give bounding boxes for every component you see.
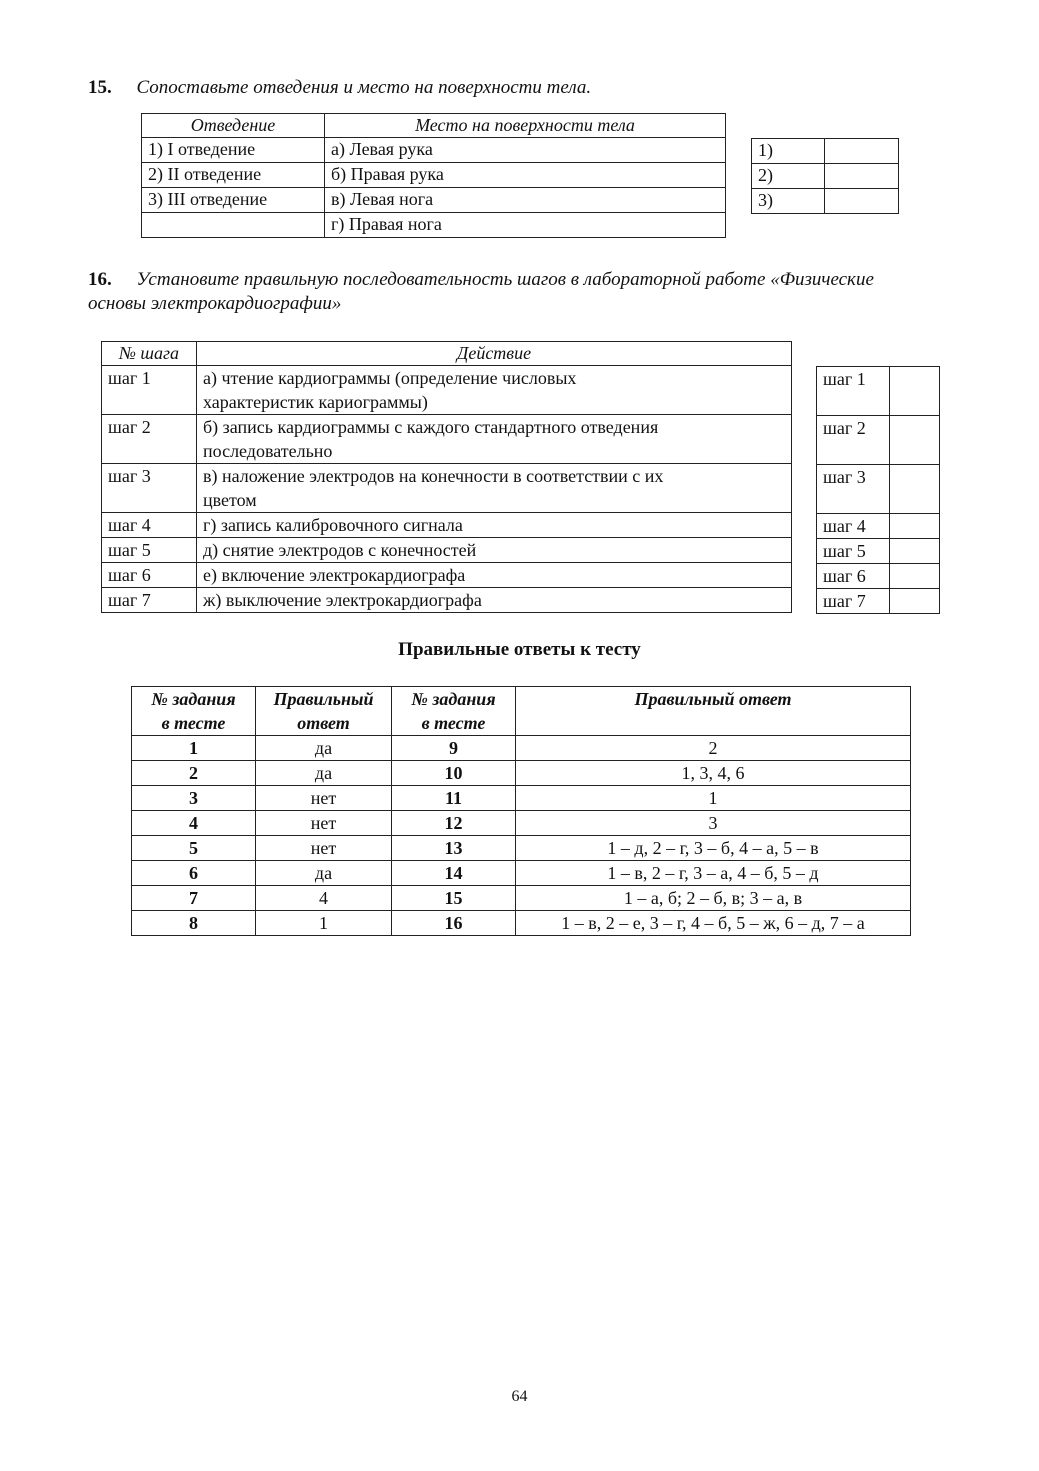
question-16-answer-table [816, 366, 940, 614]
answers-header-ans2: Правильный ответ [516, 687, 911, 736]
q16-step-6: шаг 6 [102, 563, 197, 588]
answer-value: 4 [256, 886, 392, 911]
q16-action-e: д) снятие электродов с конечностей [197, 538, 792, 563]
q16-action-c-line2: цветом [203, 490, 257, 510]
answers-header-num2-line2: в тесте [421, 713, 486, 733]
answer-value: да [256, 761, 392, 786]
question-16-text-line2: основы электрокардиографии» [88, 293, 342, 314]
q15-place-c: в) Левая нога [325, 188, 726, 213]
question-15-heading [88, 76, 591, 100]
question-15-answer-table [751, 138, 899, 214]
answer-num: 3 [132, 786, 256, 811]
answer-value: 2 [516, 736, 911, 761]
q15-answer-field-3[interactable] [825, 189, 899, 214]
answer-num: 15 [392, 886, 516, 911]
answers-header-num1-line1: № задания [151, 689, 236, 709]
answer-value: 1 – д, 2 – г, 3 – б, 4 – а, 5 – в [516, 836, 911, 861]
answer-num: 11 [392, 786, 516, 811]
q16-step-2: шаг 2 [102, 415, 197, 464]
table-row [132, 911, 911, 936]
q16-answer-label-1: шаг 1 [817, 367, 890, 416]
table-row [132, 786, 911, 811]
answer-value: 3 [516, 811, 911, 836]
answer-value: да [256, 736, 392, 761]
q16-step-4: шаг 4 [102, 513, 197, 538]
q16-action-c-line1: в) наложение электродов на конечности в соответствии с их [203, 466, 664, 486]
answer-num: 9 [392, 736, 516, 761]
q15-place-d: г) Правая нога [325, 213, 726, 238]
q16-action-f: е) включение электрокардиографа [197, 563, 792, 588]
q16-action-a-line1: а) чтение кардиограммы (определение числовых [203, 368, 577, 388]
table-row [132, 836, 911, 861]
question-15-number: 15. [88, 77, 112, 98]
q16-answer-field-7[interactable] [890, 589, 940, 614]
page-number: 64 [511, 1388, 528, 1405]
answers-header-ans1-line2: ответ [297, 713, 350, 733]
q16-step-5: шаг 5 [102, 538, 197, 563]
answer-num: 2 [132, 761, 256, 786]
table-row [132, 736, 911, 761]
q16-answer-label-7: шаг 7 [817, 589, 890, 614]
q16-action-d: г) запись калибровочного сигнала [197, 513, 792, 538]
q16-step-7: шаг 7 [102, 588, 197, 613]
answer-num: 10 [392, 761, 516, 786]
answer-value: нет [256, 786, 392, 811]
q16-answer-label-6: шаг 6 [817, 564, 890, 589]
q15-answer-label-2: 2) [752, 164, 825, 189]
answers-header-num2 [392, 687, 516, 736]
table-row [132, 861, 911, 886]
q16-action-g: ж) выключение электрокардиографа [197, 588, 792, 613]
answer-num: 13 [392, 836, 516, 861]
q15-answer-field-1[interactable] [825, 139, 899, 164]
answer-num: 14 [392, 861, 516, 886]
q16-answer-label-2: шаг 2 [817, 416, 890, 465]
q15-lead-2: 2) II отведение [142, 163, 325, 188]
answer-num: 16 [392, 911, 516, 936]
answer-num: 12 [392, 811, 516, 836]
answer-value: нет [256, 836, 392, 861]
q16-action-b-line2: последовательно [203, 441, 333, 461]
q16-step-3: шаг 3 [102, 464, 197, 513]
q15-answer-label-1: 1) [752, 139, 825, 164]
answer-value: 1 [256, 911, 392, 936]
question-16-heading [88, 268, 968, 316]
q16-answer-label-5: шаг 5 [817, 539, 890, 564]
answer-num: 7 [132, 886, 256, 911]
q15-answer-label-3: 3) [752, 189, 825, 214]
q16-answer-label-3: шаг 3 [817, 465, 890, 514]
answers-header-num1 [132, 687, 256, 736]
answers-header-ans1 [256, 687, 392, 736]
question-15-table [141, 113, 726, 238]
q16-header-action: Действие [197, 342, 792, 366]
answers-header-ans1-line1: Правильный [273, 689, 374, 709]
q15-lead-1: 1) I отведение [142, 138, 325, 163]
answer-value: 1 – в, 2 – е, 3 – г, 4 – б, 5 – ж, 6 – д, 7 – а [516, 911, 911, 936]
q15-header-place: Место на поверхности тела [325, 114, 726, 138]
q16-answer-field-4[interactable] [890, 514, 940, 539]
q16-answer-field-5[interactable] [890, 539, 940, 564]
q16-action-c [197, 464, 792, 513]
answer-value: 1 [516, 786, 911, 811]
q16-action-b-line1: б) запись кардиограммы с каждого стандартного отведения [203, 417, 659, 437]
answer-num: 5 [132, 836, 256, 861]
answer-value: 1, 3, 4, 6 [516, 761, 911, 786]
table-row [132, 886, 911, 911]
answer-value: нет [256, 811, 392, 836]
q16-answer-field-1[interactable] [890, 367, 940, 416]
answers-table [131, 686, 911, 936]
question-15-text: Сопоставьте отведения и место на поверхности тела. [136, 77, 592, 98]
q15-header-lead: Отведение [142, 114, 325, 138]
q16-answer-label-4: шаг 4 [817, 514, 890, 539]
answer-num: 8 [132, 911, 256, 936]
q16-header-step: № шага [102, 342, 197, 366]
answers-header-num2-line1: № задания [411, 689, 496, 709]
question-16-text-line1: Установите правильную последовательность шагов в лабораторной работе «Физические [136, 269, 874, 290]
q16-answer-field-3[interactable] [890, 465, 940, 514]
q15-lead-3: 3) III отведение [142, 188, 325, 213]
table-row [132, 761, 911, 786]
q15-lead-empty [142, 213, 325, 238]
answer-num: 1 [132, 736, 256, 761]
q16-answer-field-6[interactable] [890, 564, 940, 589]
q15-answer-field-2[interactable] [825, 164, 899, 189]
answer-value: да [256, 861, 392, 886]
q16-action-a-line2: характеристик кариограммы) [203, 392, 428, 412]
q16-action-a [197, 366, 792, 415]
q15-place-a: а) Левая рука [325, 138, 726, 163]
answers-header-num1-line2: в тесте [161, 713, 226, 733]
q16-answer-field-2[interactable] [890, 416, 940, 465]
answer-value: 1 – в, 2 – г, 3 – а, 4 – б, 5 – д [516, 861, 911, 886]
answer-value: 1 – а, б; 2 – б, в; 3 – а, в [516, 886, 911, 911]
answers-title: Правильные ответы к тесту [398, 639, 641, 660]
answer-num: 6 [132, 861, 256, 886]
answer-num: 4 [132, 811, 256, 836]
question-16-number: 16. [88, 269, 112, 290]
q16-step-1: шаг 1 [102, 366, 197, 415]
table-row [132, 811, 911, 836]
q15-place-b: б) Правая рука [325, 163, 726, 188]
question-16-table [101, 341, 792, 613]
q16-action-b [197, 415, 792, 464]
